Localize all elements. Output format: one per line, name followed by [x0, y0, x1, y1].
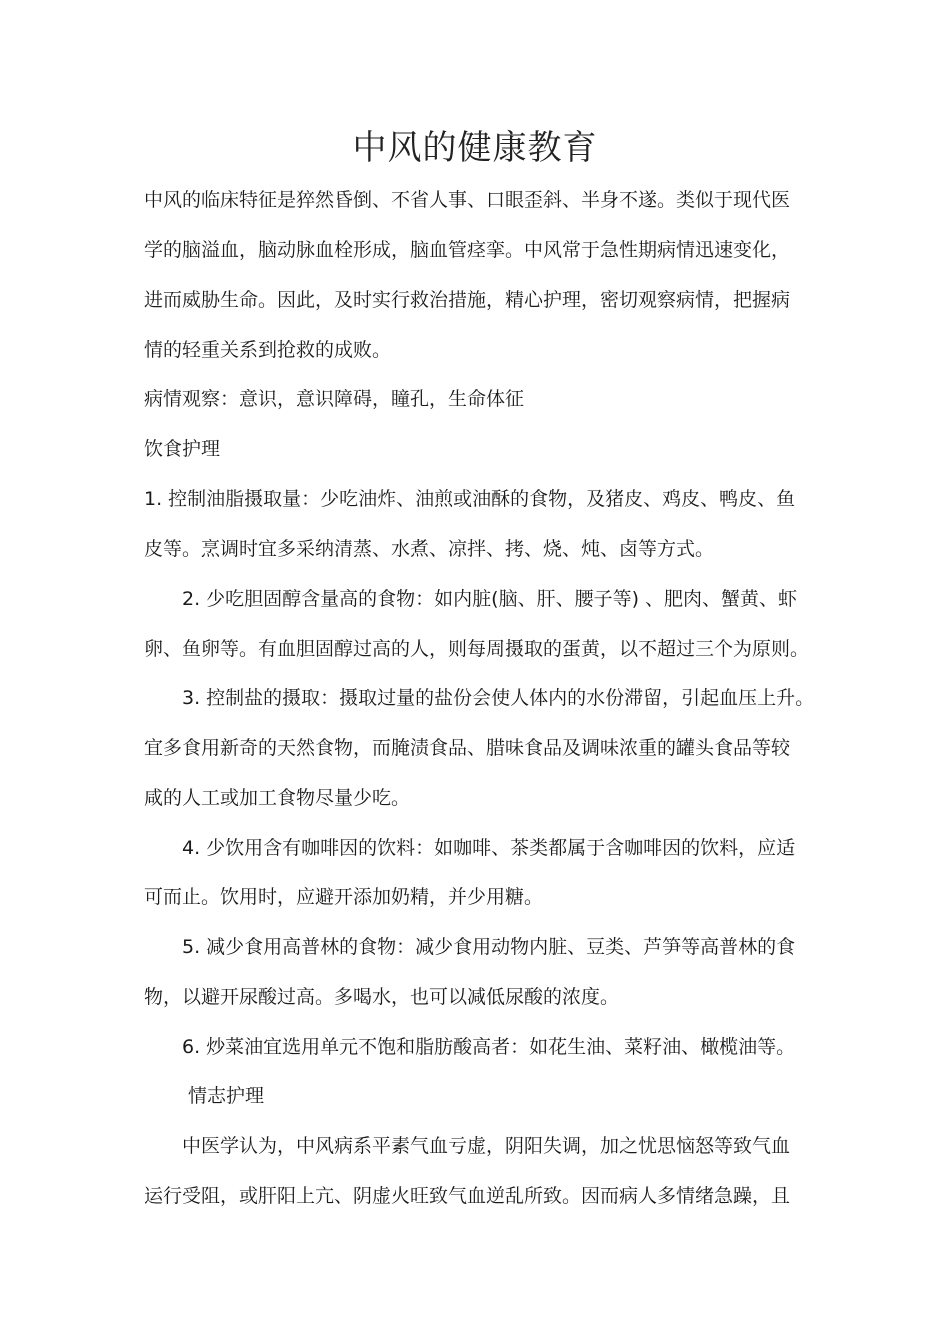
- list-item-line: 宜多食用新奇的天然食物，而腌渍食品、腊味食品及调味浓重的罐头食品等较: [144, 737, 791, 759]
- list-item-line: 可而止。饮用时，应避开添加奶精，并少用糖。: [144, 886, 544, 908]
- paragraph-line: 进而威胁生命。因此，及时实行救治措施，精心护理，密切观察病情，把握病: [144, 289, 791, 311]
- list-item-line: 皮等。烹调时宜多采纳清蒸、水煮、凉拌、拷、烧、炖、卤等方式。: [144, 538, 715, 560]
- observation-line: 病情观察：意识，意识障碍，瞳孔，生命体征: [144, 388, 525, 410]
- list-item-line: 咸的人工或加工食物尽量少吃。: [144, 787, 411, 809]
- paragraph-line: 中医学认为，中风病系平素气血亏虚，阴阳失调，加之忧思恼怒等致气血: [182, 1135, 791, 1157]
- section-heading-emotion: 情志护理: [188, 1085, 265, 1107]
- list-item-line: 5. 减少食用高普林的食物：减少食用动物内脏、豆类、芦笋等高普林的食: [182, 936, 796, 958]
- list-item-line: 4. 少饮用含有咖啡因的饮料：如咖啡、茶类都属于含咖啡因的饮料，应适: [182, 837, 796, 859]
- section-heading-diet: 饮食护理: [144, 438, 221, 460]
- paragraph-line: 情的轻重关系到抢救的成败。: [144, 339, 392, 361]
- list-item-line: 物，以避开尿酸过高。多喝水，也可以减低尿酸的浓度。: [144, 986, 620, 1008]
- list-item-line: 3. 控制盐的摄取：摄取过量的盐份会使人体内的水份滞留，引起血压上升。: [182, 687, 815, 709]
- list-item-line: 1. 控制油脂摄取量：少吃油炸、油煎或油酥的食物，及猪皮、鸡皮、鸭皮、鱼: [144, 488, 796, 510]
- paragraph-line: 中风的临床特征是猝然昏倒、不省人事、口眼歪斜、半身不遂。类似于现代医: [144, 189, 791, 211]
- list-item-line: 2. 少吃胆固醇含量高的食物：如内脏(脑、肝、腰子等) 、肥肉、蟹黄、虾: [182, 588, 798, 610]
- paragraph-line: 运行受阻，或肝阳上亢、阴虚火旺致气血逆乱所致。因而病人多情绪急躁，且: [144, 1185, 791, 1207]
- paragraph-line: 学的脑溢血，脑动脉血栓形成，脑血管痉挛。中风常于急性期病情迅速变化，: [144, 239, 791, 261]
- list-item-line: 6. 炒菜油宜选用单元不饱和脂肪酸高者：如花生油、菜籽油、橄榄油等。: [182, 1036, 796, 1058]
- document-title: 中风的健康教育: [352, 128, 598, 168]
- list-item-line: 卵、鱼卵等。有血胆固醇过高的人，则每周摄取的蛋黄，以不超过三个为原则。: [144, 638, 810, 660]
